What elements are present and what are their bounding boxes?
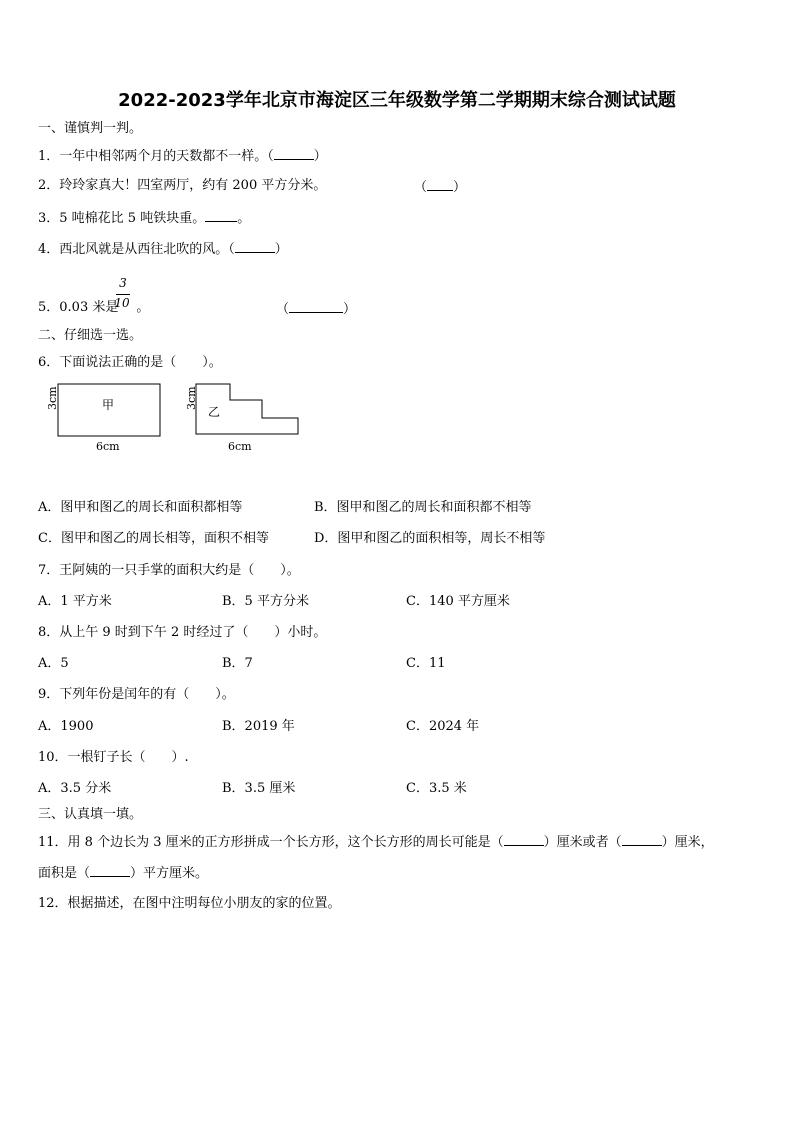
q9-option-a[interactable]: A．1900 xyxy=(38,719,94,734)
q9-option-b[interactable]: B．2019 年 xyxy=(222,719,295,734)
question-11-part-2: ）厘米或者（ xyxy=(543,835,622,850)
question-11-line-2 xyxy=(38,864,208,882)
q10-option-a[interactable]: A．3.5 分米 xyxy=(38,781,112,796)
section-heading-2: 二、仔细选一选。 xyxy=(38,328,143,343)
question-1-end: ） xyxy=(313,149,327,164)
figure-yi-height: 3cm xyxy=(185,386,198,410)
figure-yi-width: 6cm xyxy=(228,440,252,453)
section-heading-3: 三、认真填一填。 xyxy=(38,807,143,822)
question-7: 7．王阿姨的一只手掌的面积大约是（ ）。 xyxy=(38,563,300,578)
question-11-line-2a: 面积是（ xyxy=(38,866,91,881)
figure-jia-height: 3cm xyxy=(46,386,59,410)
page-title: 2022-2023学年北京市海淀区三年级数学第二学期期末综合测试试题 xyxy=(118,90,676,111)
answer-blank[interactable] xyxy=(289,300,343,313)
paren-open: （ xyxy=(276,302,290,317)
q8-option-b[interactable]: B．7 xyxy=(222,656,253,671)
question-3 xyxy=(38,209,250,227)
paren-close: ） xyxy=(453,180,467,195)
q6-option-d[interactable]: D．图甲和图乙的面积相等，周长不相等 xyxy=(314,531,546,546)
question-4-text: 4．西北风就是从西往北吹的风。（ xyxy=(38,242,235,257)
question-11-line-1 xyxy=(38,833,714,851)
answer-blank[interactable] xyxy=(427,178,453,191)
question-10: 10．一根钉子长（ ）. xyxy=(38,750,189,765)
answer-blank[interactable] xyxy=(504,833,544,846)
question-5-answer xyxy=(276,300,356,318)
answer-blank[interactable] xyxy=(622,833,662,846)
paren-open: （ xyxy=(414,180,428,195)
question-5-text: 5．0.03 米是 xyxy=(38,300,119,315)
question-2-answer xyxy=(414,178,466,196)
q8-option-a[interactable]: A．5 xyxy=(38,656,69,671)
answer-blank[interactable] xyxy=(235,240,275,253)
question-1-text: 1．一年中相邻两个月的天数都不一样。（ xyxy=(38,149,274,164)
question-6: 6．下面说法正确的是（ ）。 xyxy=(38,355,222,370)
answer-blank[interactable] xyxy=(274,147,314,160)
question-11-line-2b: ）平方厘米。 xyxy=(130,866,209,881)
question-2 xyxy=(38,178,326,194)
q10-option-b[interactable]: B．3.5 厘米 xyxy=(222,781,296,796)
paren-close: ） xyxy=(343,302,357,317)
section-heading-1: 一、谨慎判一判。 xyxy=(38,121,143,136)
fraction-numerator: 3 xyxy=(119,276,127,290)
q6-option-c[interactable]: C．图甲和图乙的周长相等，面积不相等 xyxy=(38,531,269,546)
q7-option-a[interactable]: A．1 平方米 xyxy=(38,594,112,609)
q9-option-c[interactable]: C．2024 年 xyxy=(406,719,480,734)
question-5 xyxy=(38,300,149,316)
question-12: 12．根据描述，在图中注明每位小朋友的家的位置。 xyxy=(38,896,341,911)
question-8: 8．从上午 9 时到下午 2 时经过了（ ）小时。 xyxy=(38,625,327,640)
q7-option-c[interactable]: C．140 平方厘米 xyxy=(406,594,510,609)
q7-option-b[interactable]: B．5 平方分米 xyxy=(222,594,309,609)
q10-option-c[interactable]: C．3.5 米 xyxy=(406,781,467,796)
question-6-figures xyxy=(34,378,314,458)
question-9: 9．下列年份是闰年的有（ ）。 xyxy=(38,687,235,702)
question-2-text: 2．玲玲家真大！四室两厅，约有 200 平方分米。 xyxy=(38,178,327,193)
figure-yi-label: 乙 xyxy=(208,405,221,419)
answer-blank[interactable] xyxy=(205,209,237,222)
question-11-part-3: ）厘米， xyxy=(661,835,714,850)
question-4 xyxy=(38,240,288,258)
question-11-part-1: 11．用 8 个边长为 3 厘米的正方形拼成一个长方形，这个长方形的周长可能是（ xyxy=(38,835,504,850)
figure-jia-label: 甲 xyxy=(102,398,115,412)
question-3-text: 3．5 吨棉花比 5 吨铁块重。 xyxy=(38,211,206,226)
q6-option-a[interactable]: A．图甲和图乙的周长和面积都相等 xyxy=(38,500,243,515)
question-5-end: 。 xyxy=(136,300,150,315)
figure-jia-width: 6cm xyxy=(96,440,120,453)
q8-option-c[interactable]: C．11 xyxy=(406,656,446,671)
question-3-end: 。 xyxy=(237,211,251,226)
q6-option-b[interactable]: B．图甲和图乙的周长和面积都不相等 xyxy=(314,500,532,515)
fraction-bar xyxy=(116,294,130,295)
fraction-denominator: 10 xyxy=(114,296,130,310)
question-4-end: ） xyxy=(274,242,288,257)
question-1 xyxy=(38,147,327,165)
answer-blank[interactable] xyxy=(90,864,130,877)
